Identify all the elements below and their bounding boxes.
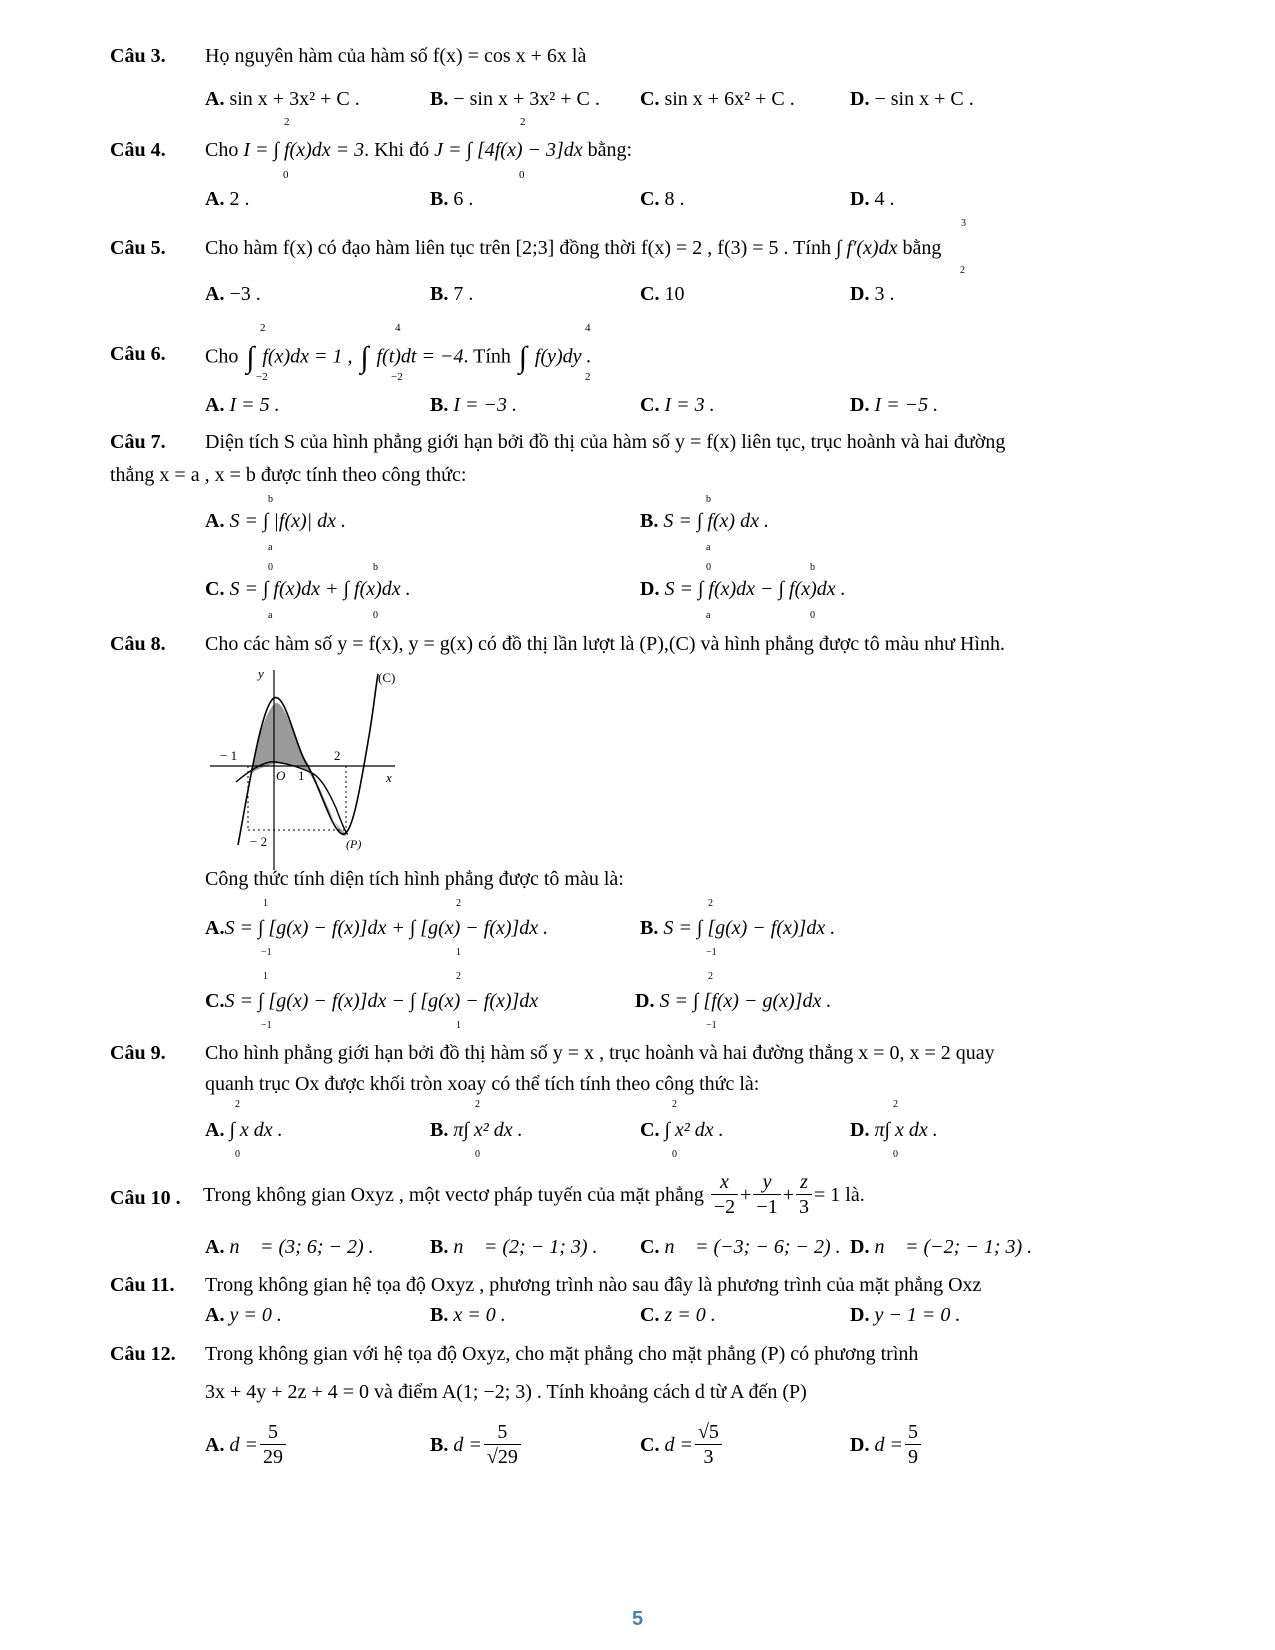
area-graph-figure (210, 670, 410, 870)
q12-option-c: C. d = $\frac{√5}{3}$ (640, 1415, 724, 1475)
question-9-line2: quanh trục Ox được khối tròn xoay có thể tích tính theo công thức là: (205, 1073, 760, 1095)
figure-c-label: (C) (378, 670, 396, 685)
q8-b-up: 2 (708, 898, 713, 909)
figure-p-label: (P) (346, 837, 362, 851)
q9-option-a: A. ∫ x dx . (205, 1119, 283, 1141)
q7-d-upper1: 0 (706, 562, 711, 573)
fraction-y: $\frac{y}{-1}$ (753, 1171, 780, 1219)
q8-option-a: A.S = ∫ [g(x) − f(x)]dx + ∫ [g(x) − f(x)]dx . (205, 917, 549, 939)
q8-option-b: B. S = ∫ [g(x) − f(x)]dx . (640, 917, 836, 939)
question-7-line2: thẳng x = a , x = b được tính theo công thức: (110, 464, 467, 486)
q6-e1-upper: 2 (260, 322, 266, 334)
q5-lower-bound: 2 (960, 265, 965, 276)
q7-d-lower2: 0 (810, 610, 815, 621)
q4-j-upper-bound: 2 (520, 116, 526, 128)
q7-option-b: B. S = ∫ f(x) dx . (640, 510, 769, 532)
figure-tick-minus-2: − 2 (250, 834, 268, 849)
q9-option-d: D. π∫ x dx . (850, 1119, 938, 1141)
q7-d-lower1: a (706, 610, 711, 621)
q6-option-b: B. I = −3 . (430, 394, 517, 416)
q8-a-lo1: −1 (261, 947, 272, 958)
figure-tick-2: 2 (334, 748, 341, 763)
q9-a-lo: 0 (235, 1149, 240, 1160)
q3-option-c: C. sin x + 6x² + C . (640, 88, 795, 110)
q8-b-lo: −1 (706, 947, 717, 958)
q8-d-up: 2 (708, 971, 713, 982)
question-6-label: Câu 6. (110, 343, 166, 365)
q6-e3-upper: 4 (585, 322, 591, 334)
q10-option-d: D. n⃗ = (−2; − 1; 3) . (850, 1236, 1033, 1258)
q4-option-c: C. 8 . (640, 188, 685, 210)
q6-e1-lower: −2 (256, 371, 268, 383)
q9-b-lo: 0 (475, 1149, 480, 1160)
q12-option-a: A. d = $\frac{5}{29}$ (205, 1415, 288, 1475)
integral-sign-icon: ∫ (518, 341, 527, 374)
curve-p (236, 762, 348, 834)
question-9-label: Câu 9. (110, 1042, 166, 1064)
q4-option-a: A. 2 . (205, 188, 250, 210)
q6-e3-lower: 2 (585, 371, 591, 383)
q6-e2-lower: −2 (391, 371, 403, 383)
q7-option-a: A. S = ∫ |f(x)| dx . (205, 510, 347, 532)
q7-a-upper: b (268, 494, 273, 505)
q9-d-lo: 0 (893, 1149, 898, 1160)
question-8-stem: Cho các hàm số y = f(x), y = g(x) có đồ thị lần lượt là (P),(C) và hình phẳng được tô màu như Hình. (205, 633, 1005, 655)
q12-option-d: D. d = $\frac{5}{9}$ (850, 1415, 923, 1475)
q7-b-upper: b (706, 494, 711, 505)
q9-a-up: 2 (235, 1099, 240, 1110)
question-9-line1: Cho hình phẳng giới hạn bởi đồ thị hàm số y = x , trục hoành và hai đường thẳng x = 0, x = 2 quay (205, 1042, 995, 1064)
q9-option-c: C. ∫ x² dx . (640, 1119, 724, 1141)
q9-b-up: 2 (475, 1099, 480, 1110)
fraction-x: $\frac{x}{-2}$ (711, 1171, 738, 1219)
question-4-label: Câu 4. (110, 139, 166, 161)
q4-i-lower-bound: 0 (283, 169, 289, 181)
q6-option-a: A. I = 5 . (205, 394, 280, 416)
q4-j-lower-bound: 0 (519, 169, 525, 181)
q5-option-c: C. 10 (640, 283, 685, 305)
q8-c-up2: 2 (456, 971, 461, 982)
q12-option-b: B. d = $\frac{5}{√29}$ (430, 1415, 523, 1475)
figure-y-label: y (258, 670, 264, 681)
page-number: 5 (631, 1608, 644, 1630)
q10-option-b: B. n⃗ = (2; − 1; 3) . (430, 1236, 598, 1258)
q3-option-a: A. sin x + 3x² + C . (205, 88, 360, 110)
q10-option-a: A. n⃗ = (3; 6; − 2) . (205, 1236, 374, 1258)
q8-c-lo2: 1 (456, 1020, 461, 1031)
q5-option-a: A. −3 . (205, 283, 261, 305)
integral-sign-icon: ∫ (246, 341, 255, 374)
question-11-stem: Trong không gian hệ tọa độ Oxyz , phương trình nào sau đây là phương trình của mặt phẳng Oxz (205, 1274, 982, 1296)
question-3-stem: Họ nguyên hàm của hàm số f(x) = cos x + 6x là (205, 45, 587, 67)
q6-option-c: C. I = 3 . (640, 394, 715, 416)
question-5-label: Câu 5. (110, 237, 166, 259)
q4-option-d: D. 4 . (850, 188, 895, 210)
question-11-label: Câu 11. (110, 1274, 175, 1296)
q6-option-d: D. I = −5 . (850, 394, 939, 416)
figure-x-label: x (386, 770, 392, 785)
question-7-label: Câu 7. (110, 431, 166, 453)
q3-option-d: D. − sin x + C . (850, 88, 974, 110)
question-12-line2: 3x + 4y + 2z + 4 = 0 và điểm A(1; −2; 3) . Tính khoảng cách d từ A đến (P) (205, 1381, 807, 1403)
question-8-label: Câu 8. (110, 633, 166, 655)
question-3-label: Câu 3. (110, 45, 166, 67)
q7-c-lower1: a (268, 610, 273, 621)
q9-c-up: 2 (672, 1099, 677, 1110)
figure-tick-minus-1: − 1 (220, 748, 238, 763)
q7-c-lower2: 0 (373, 610, 378, 621)
figure-tick-1: 1 (298, 768, 305, 783)
q8-formula-intro: Công thức tính diện tích hình phẳng được tô màu là: (205, 868, 624, 890)
q3-option-b: B. − sin x + 3x² + C . (430, 88, 600, 110)
q8-option-c: C.S = ∫ [g(x) − f(x)]dx − ∫ [g(x) − f(x)]dx (205, 990, 539, 1012)
q9-d-up: 2 (893, 1099, 898, 1110)
q6-e2-upper: 4 (395, 322, 401, 334)
q7-option-c: C. S = ∫ f(x)dx + ∫ f(x)dx . (205, 578, 411, 600)
question-10-label: Câu 10 . (110, 1187, 181, 1209)
q5-upper-bound: 3 (961, 218, 966, 229)
q9-option-b: B. π∫ x² dx . (430, 1119, 523, 1141)
q8-c-up1: 1 (263, 971, 268, 982)
question-7-line1: Diện tích S của hình phẳng giới hạn bởi đồ thị của hàm số y = f(x) liên tục, trục hoành và hai đường (205, 431, 1006, 453)
question-12-label: Câu 12. (110, 1343, 176, 1365)
q7-c-upper2: b (373, 562, 378, 573)
q7-c-upper1: 0 (268, 562, 273, 573)
q7-b-lower: a (706, 542, 711, 553)
q8-d-lo: −1 (706, 1020, 717, 1031)
question-12-line1: Trong không gian với hệ tọa độ Oxyz, cho mặt phẳng cho mặt phẳng (P) có phương trình (205, 1343, 919, 1365)
q8-option-d: D. S = ∫ [f(x) − g(x)]dx . (635, 990, 832, 1012)
q8-a-up2: 2 (456, 898, 461, 909)
q7-a-lower: a (268, 542, 273, 553)
integral-sign-icon: ∫ (360, 341, 369, 374)
question-5-stem: Cho hàm f(x) có đạo hàm liên tục trên [2;3] đồng thời f(x) = 2 , f(3) = 5 . Tính ∫ f′(x)dx bằng (205, 237, 942, 259)
q10-option-c: C. n⃗ = (−3; − 6; − 2) . (640, 1236, 841, 1258)
q5-option-d: D. 3 . (850, 283, 895, 305)
q4-i-upper-bound: 2 (284, 116, 290, 128)
q11-option-b: B. x = 0 . (430, 1304, 506, 1326)
figure-origin-label: O (276, 768, 286, 783)
q9-c-lo: 0 (672, 1149, 677, 1160)
q11-option-c: C. z = 0 . (640, 1304, 716, 1326)
q11-option-d: D. y − 1 = 0 . (850, 1304, 961, 1326)
q8-c-lo1: −1 (261, 1020, 272, 1031)
q7-option-d: D. S = ∫ f(x)dx − ∫ f(x)dx . (640, 578, 846, 600)
question-6-stem: Cho ∫ f(x)dx = 1 , ∫ f(t)dt = −4. Tính ∫ f(y)dy . (205, 341, 592, 374)
q7-d-upper2: b (810, 562, 815, 573)
q5-option-b: B. 7 . (430, 283, 474, 305)
q4-option-b: B. 6 . (430, 188, 474, 210)
q8-a-lo2: 1 (456, 947, 461, 958)
q8-a-up1: 1 (263, 898, 268, 909)
q11-option-a: A. y = 0 . (205, 1304, 282, 1326)
fraction-z: $\frac{z}{3}$ (796, 1171, 812, 1219)
question-10-stem: Trong không gian Oxyz , một vectơ pháp tuyến của mặt phẳng $\frac{x}{-2}$ + $\frac{y}{-1}$ + $\frac{z}{3}$ = 1 là. (203, 1171, 865, 1218)
question-4-stem: Cho I = ∫ f(x)dx = 3. Khi đó J = ∫ [4f(x) − 3]dx bằng: (205, 139, 633, 161)
